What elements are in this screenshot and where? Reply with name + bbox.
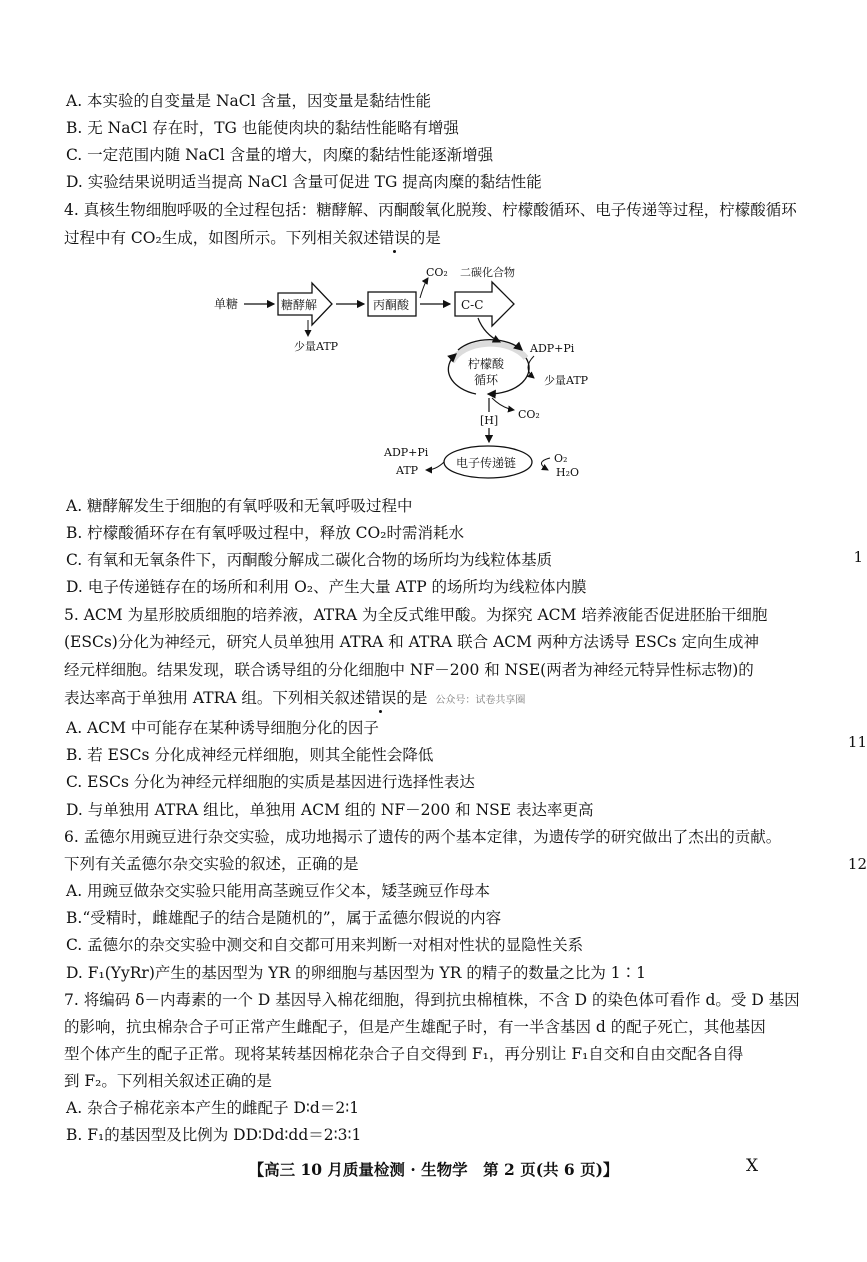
arrow-o2-to-h2o	[541, 458, 550, 470]
monosaccharide-label: 单糖	[214, 297, 239, 311]
q5-stem-text: 表达率高于单独用 ATRA 组。下列相关叙述	[64, 689, 366, 707]
q5-option-d: D. 与单独用 ATRA 组比，单独用 ACM 组的 NF－200 和 NSE 表达率更高	[66, 801, 594, 819]
q6-stem-line-2: 下列有关孟德尔杂交实验的叙述，正确的是	[64, 855, 359, 873]
q5-stem-line-2: (ESCs)分化为神经元，研究人员单独用 ATRA 和 ATRA 联合 ACM 两种方法诱导 ESCs 定向生成神	[64, 633, 760, 651]
electron-transport-chain-label: 电子传递链	[456, 456, 517, 470]
q3-option-d: D. 实验结果说明适当提高 NaCl 含量可促进 TG 提高肉糜的黏结性能	[66, 173, 542, 191]
atp-label: ATP	[396, 464, 419, 477]
c2-label: C-C	[461, 298, 484, 312]
q4-stem-line-2	[64, 228, 441, 248]
q5-stem-end: 的是	[396, 689, 428, 707]
arrow-to-co2-mid	[492, 398, 514, 410]
q3-option-b: B. 无 NaCl 存在时，TG 也能使肉块的黏结性能略有增强	[66, 119, 459, 137]
q5-option-c: C. ESCs 分化为神经元样细胞的实质是基因进行选择性表达	[66, 773, 475, 791]
watermark-text: 公众号：试卷共享圈	[435, 695, 526, 706]
arrow-to-co2-top	[420, 278, 428, 298]
q5-stem-line-4	[64, 688, 525, 711]
q7-stem-line-1: 7. 将编码 δ－内毒素的一个 D 基因导入棉花细胞，得到抗虫棉植株，不含 D 的染色体可看作 d。受 D 基因	[64, 991, 800, 1009]
q4-option-c: C. 有氧和无氧条件下，丙酮酸分解成二碳化合物的场所均为线粒体基质	[66, 551, 553, 569]
co2-mid-label: CO₂	[518, 408, 540, 421]
q7-option-b: B. F₁的基因型及比例为 DD∶Dd∶dd＝2∶3∶1	[66, 1126, 362, 1144]
margin-number: 1	[853, 548, 863, 566]
q6-option-d: D. F₁(YyRr)产生的基因型为 YR 的卵细胞与基因型为 YR 的精子的数量之比为 1∶1	[66, 964, 647, 982]
cellular-respiration-diagram	[200, 258, 620, 488]
arrow-to-atp	[426, 462, 444, 470]
margin-number: 11	[847, 733, 867, 751]
citrate-cycle-label-1: 柠檬酸	[468, 357, 505, 371]
paper-code: X	[746, 1156, 759, 1176]
margin-number: 12	[847, 855, 867, 873]
q4-option-d: D. 电子传递链存在的场所和利用 O₂、产生大量 ATP 的场所均为线粒体内膜	[66, 578, 587, 596]
q4-option-a: A. 糖酵解发生于细胞的有氧呼吸和无氧呼吸过程中	[66, 497, 413, 515]
q5-emphasis-word: 错误	[365, 689, 397, 707]
q4-option-b: B. 柠檬酸循环存在有氧呼吸过程中，释放 CO₂时需消耗水	[66, 524, 464, 542]
q6-stem-line-1: 6. 孟德尔用豌豆进行杂交实验，成功地揭示了遗传的两个基本定律，为遗传学的研究做出了杰出的贡献。	[64, 828, 782, 846]
h-label: [H]	[480, 414, 499, 427]
adp-pi-label-1: ADP+Pi	[530, 342, 575, 355]
q5-stem-line-3: 经元样细胞。结果发现，联合诱导组的分化细胞中 NF－200 和 NSE(两者为神经元特异性标志物)的	[64, 661, 754, 679]
o2-label: O₂	[554, 452, 568, 465]
q5-stem-line-1: 5. ACM 为星形胶质细胞的培养液，ATRA 为全反式维甲酸。为探究 ACM 培养液能否促进胚胎干细胞	[64, 606, 768, 624]
q3-option-c: C. 一定范围内随 NaCl 含量的增大，肉糜的黏结性能逐渐增强	[66, 146, 494, 164]
q4-stem-line-1: 4. 真核生物细胞呼吸的全过程包括：糖酵解、丙酮酸氧化脱羧、柠檬酸循环、电子传递等过程，柠檬酸循环	[64, 201, 797, 219]
q4-emphasis-word: 错误	[378, 229, 410, 247]
co2-top-label: CO₂	[426, 266, 448, 279]
little-atp-label-1: 少量ATP	[294, 340, 339, 353]
q4-stem-text: 过程中有 CO₂生成，如图所示。下列相关叙述	[64, 229, 379, 247]
pyruvate-label: 丙酮酸	[373, 298, 410, 312]
page-footer: 【高三 10 月质量检测 · 生物学 第 2 页(共 6 页)】	[248, 1160, 619, 1179]
glycolysis-label: 糖酵解	[281, 298, 318, 312]
q3-option-a: A. 本实验的自变量是 NaCl 含量，因变量是黏结性能	[66, 92, 432, 110]
q5-option-a: A. ACM 中可能存在某种诱导细胞分化的因子	[66, 719, 379, 737]
little-atp-label-2: 少量ATP	[544, 374, 589, 387]
q6-option-c: C. 孟德尔的杂交实验中测交和自交都可用来判断一对相对性状的显隐性关系	[66, 936, 584, 954]
q6-option-a: A. 用豌豆做杂交实验只能用高茎豌豆作父本，矮茎豌豆作母本	[66, 882, 491, 900]
citrate-cycle-label-2: 循环	[474, 373, 499, 387]
h2o-label: H₂O	[556, 466, 580, 479]
two-carbon-compound-label: 二碳化合物	[460, 266, 515, 279]
q7-stem-line-3: 型个体产生的配子正常。现将某转基因棉花杂合子自交得到 F₁，再分别让 F₁自交和自由交配各自得	[64, 1045, 744, 1063]
q7-stem-line-2: 的影响，抗虫棉杂合子可正常产生雌配子，但是产生雄配子时，有一半含基因 d 的配子死亡，其他基因	[64, 1018, 766, 1036]
q6-option-b: B.“受精时，雌雄配子的结合是随机的”，属于孟德尔假说的内容	[66, 909, 502, 927]
adp-pi-label-2: ADP+Pi	[384, 446, 429, 459]
q7-stem-line-4: 到 F₂。下列相关叙述正确的是	[64, 1072, 272, 1090]
q5-option-b: B. 若 ESCs 分化成神经元样细胞，则其全能性会降低	[66, 746, 434, 764]
q7-option-a: A. 杂合子棉花亲本产生的雌配子 D∶d＝2∶1	[66, 1099, 360, 1117]
q4-stem-end: 的是	[409, 229, 441, 247]
